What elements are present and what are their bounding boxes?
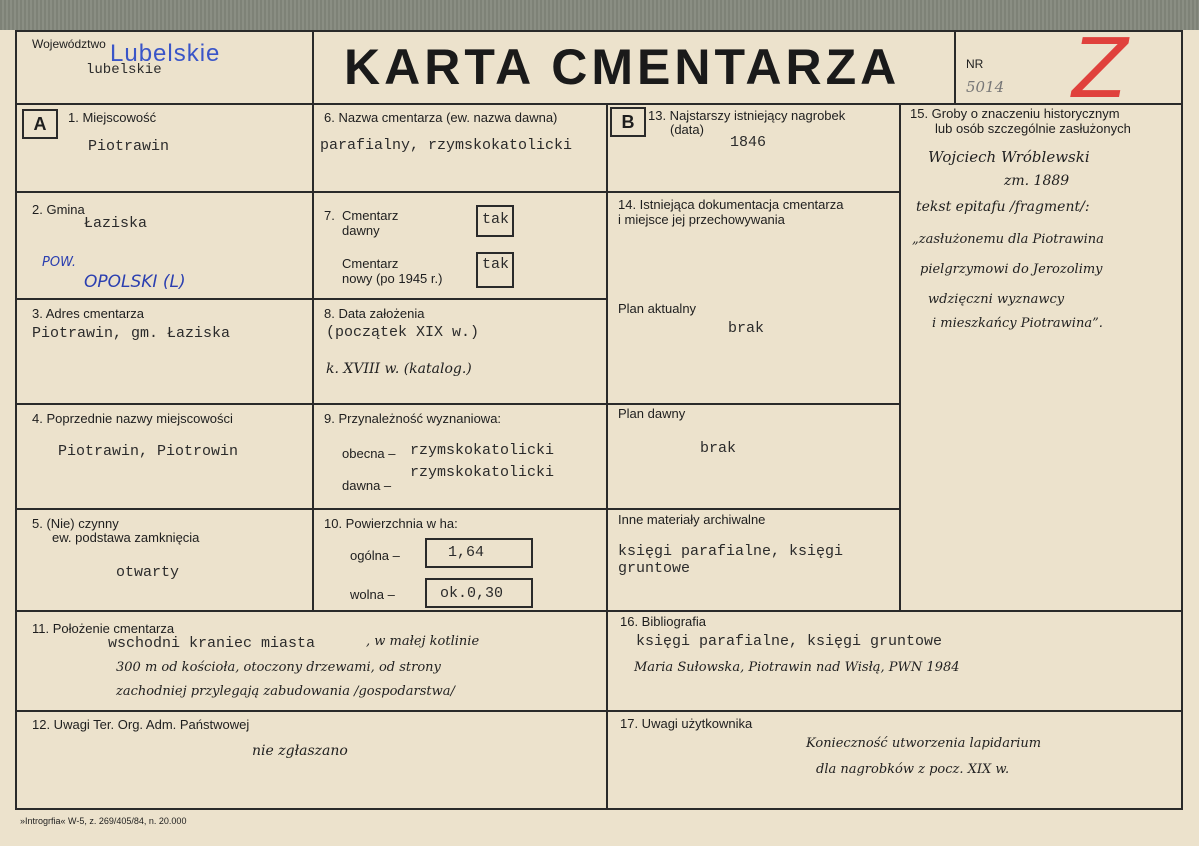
f9-label: 9. Przynależność wyznaniowa:	[324, 411, 502, 426]
right-border	[1181, 30, 1183, 810]
f16-label: 16. Bibliografia	[620, 614, 706, 629]
f9-obecna-value: rzymskokatolicki	[410, 442, 555, 459]
wojewodztwo-stamp: Lubelskie	[110, 40, 221, 67]
category-mark: Z	[1072, 22, 1129, 117]
f7-dawny-line2: dawny	[342, 223, 380, 238]
f11-typed: wschodni kraniec miasta	[108, 635, 316, 652]
wojewodztwo-typed: lubelskie	[86, 62, 162, 78]
f15-hw-line-5: pielgrzymowi do Jerozolimy	[920, 262, 1103, 277]
f1-label: 1. Miejscowość	[68, 110, 157, 125]
f5-value: otwarty	[116, 564, 180, 581]
f14-inne-label: Inne materiały archiwalne	[618, 512, 766, 527]
row-line-3	[15, 403, 900, 405]
f12-hw: nie zgłaszano	[252, 743, 348, 759]
f16-typed: księgi parafialne, księgi gruntowe	[636, 633, 943, 650]
col-divider-2	[606, 103, 608, 809]
f14-label-2: i miejsce jej przechowywania	[618, 212, 785, 227]
f15-hw-line-1: Wojciech Wróblewski	[928, 148, 1090, 166]
col-divider-1	[312, 30, 314, 612]
f15-hw-line-2: zm. 1889	[1004, 173, 1070, 189]
card-title: KARTA CMENTARZA	[344, 39, 901, 95]
f10-label: 10. Powierzchnia w ha:	[324, 516, 458, 531]
f5-label-2: ew. podstawa zamknięcia	[52, 530, 200, 545]
nr-value: 5014	[966, 78, 1005, 96]
f10-ogolna-label: ogólna –	[350, 548, 400, 563]
f8-label: 8. Data założenia	[324, 306, 425, 321]
f17-label: 17. Uwagi użytkownika	[620, 716, 753, 731]
nr-label: NR	[966, 57, 984, 71]
f12-label: 12. Uwagi Ter. Org. Adm. Państwowej	[32, 717, 250, 732]
f2-value: Łaziska	[84, 215, 148, 232]
f15-hw-line-3: tekst epitafu /fragment/:	[916, 199, 1090, 215]
bottom-border	[15, 808, 1183, 810]
f14-plan-dawny: Plan dawny	[618, 406, 686, 421]
f14-inne-value-1: księgi parafialne, księgi	[618, 543, 844, 560]
section-a-box: A	[22, 109, 58, 139]
f15-label-1: 15. Groby o znaczeniu historycznym	[910, 106, 1120, 121]
wojewodztwo-label: Województwo	[32, 37, 106, 51]
row-line-1	[15, 191, 608, 193]
f6-value: parafialny, rzymskokatolicki	[320, 137, 573, 154]
top-border	[15, 30, 1183, 32]
f7-label: 7.	[324, 208, 335, 223]
f10-wolna-label: wolna –	[350, 587, 395, 602]
f17-hw-line-1: Konieczność utworzenia lapidarium	[806, 736, 1042, 751]
section-b-box: B	[610, 107, 646, 137]
f4-label: 4. Poprzednie nazwy miejscowości	[32, 411, 233, 426]
f15-hw-line-7: i mieszkańcy Piotrawina”.	[932, 316, 1103, 331]
f16-hw: Maria Sułowska, Piotrawin nad Wisłą, PWN 1984	[634, 660, 960, 675]
f1-value: Piotrawin	[88, 138, 170, 155]
row-line-5	[15, 610, 1183, 612]
header-divider-nr	[954, 30, 956, 103]
f9-dawna-label: dawna –	[342, 478, 392, 493]
row-line-6	[15, 710, 1183, 712]
f15-label-2: lub osób szczególnie zasłużonych	[935, 121, 1131, 136]
f15-hw-line-6: wdzięczni wyznawcy	[928, 292, 1065, 307]
f7-nowy-value: tak	[482, 256, 510, 273]
left-border	[15, 30, 17, 810]
f11-hw-line-2: 300 m od kościoła, otoczony drzewami, od strony	[116, 660, 441, 675]
f8-handwritten: k. XVIII w. (katalog.)	[326, 361, 472, 377]
f3-value: Piotrawin, gm. Łaziska	[32, 325, 231, 342]
f14-plan-aktualny-value: brak	[728, 320, 765, 337]
row-line-4	[15, 508, 900, 510]
f13-label-1: 13. Najstarszy istniejący nagrobek	[648, 108, 846, 123]
f11-hw-line-1: , w małej kotlinie	[366, 634, 480, 649]
f13-value: 1846	[730, 134, 767, 151]
f14-plan-aktualny: Plan aktualny	[618, 301, 697, 316]
binding-tape	[0, 0, 1199, 30]
f9-dawna-value: rzymskokatolicki	[410, 464, 555, 481]
f17-hw-line-2: dla nagrobków z pocz. XIX w.	[816, 762, 1010, 777]
f11-hw-line-3: zachodniej przylegają zabudowania /gospodarstwa/	[116, 684, 455, 699]
header-bottom-line	[15, 103, 1183, 105]
f13-label-2: (data)	[670, 122, 704, 137]
f10-wolna-value: ok.0,30	[440, 585, 504, 602]
f7-dawny-value: tak	[482, 211, 510, 228]
f14-inne-value-2: gruntowe	[618, 560, 691, 577]
f2-pow-value: OPOLSKI (L)	[84, 272, 186, 292]
f14-label-1: 14. Istniejąca dokumentacja cmentarza	[618, 197, 844, 212]
f11-label: 11. Położenie cmentarza	[32, 621, 175, 636]
print-note: »Introgrfia« W-5, z. 269/405/84, n. 20.000	[20, 816, 187, 826]
f3-label: 3. Adres cmentarza	[32, 306, 144, 321]
f7-nowy-line2: nowy (po 1945 r.)	[342, 271, 443, 286]
f2-label: 2. Gmina	[32, 202, 85, 217]
row-line-2	[15, 298, 608, 300]
f2-pow-label: POW.	[42, 255, 76, 270]
f8-value: (początek XIX w.)	[326, 324, 480, 341]
f5-label-1: 5. (Nie) czynny	[32, 516, 119, 531]
f7-nowy-line1: Cmentarz	[342, 256, 399, 271]
f10-ogolna-value: 1,64	[448, 544, 485, 561]
row-line-1b	[606, 191, 900, 193]
f6-label: 6. Nazwa cmentarza (ew. nazwa dawna)	[324, 110, 558, 125]
f14-plan-dawny-value: brak	[700, 440, 737, 457]
f15-hw-line-4: „zasłużonemu dla Piotrawina	[912, 232, 1104, 247]
f7-dawny-line1: Cmentarz	[342, 208, 399, 223]
col-divider-3	[899, 103, 901, 612]
f9-obecna-label: obecna –	[342, 446, 396, 461]
f4-value: Piotrawin, Piotrowin	[58, 443, 239, 460]
